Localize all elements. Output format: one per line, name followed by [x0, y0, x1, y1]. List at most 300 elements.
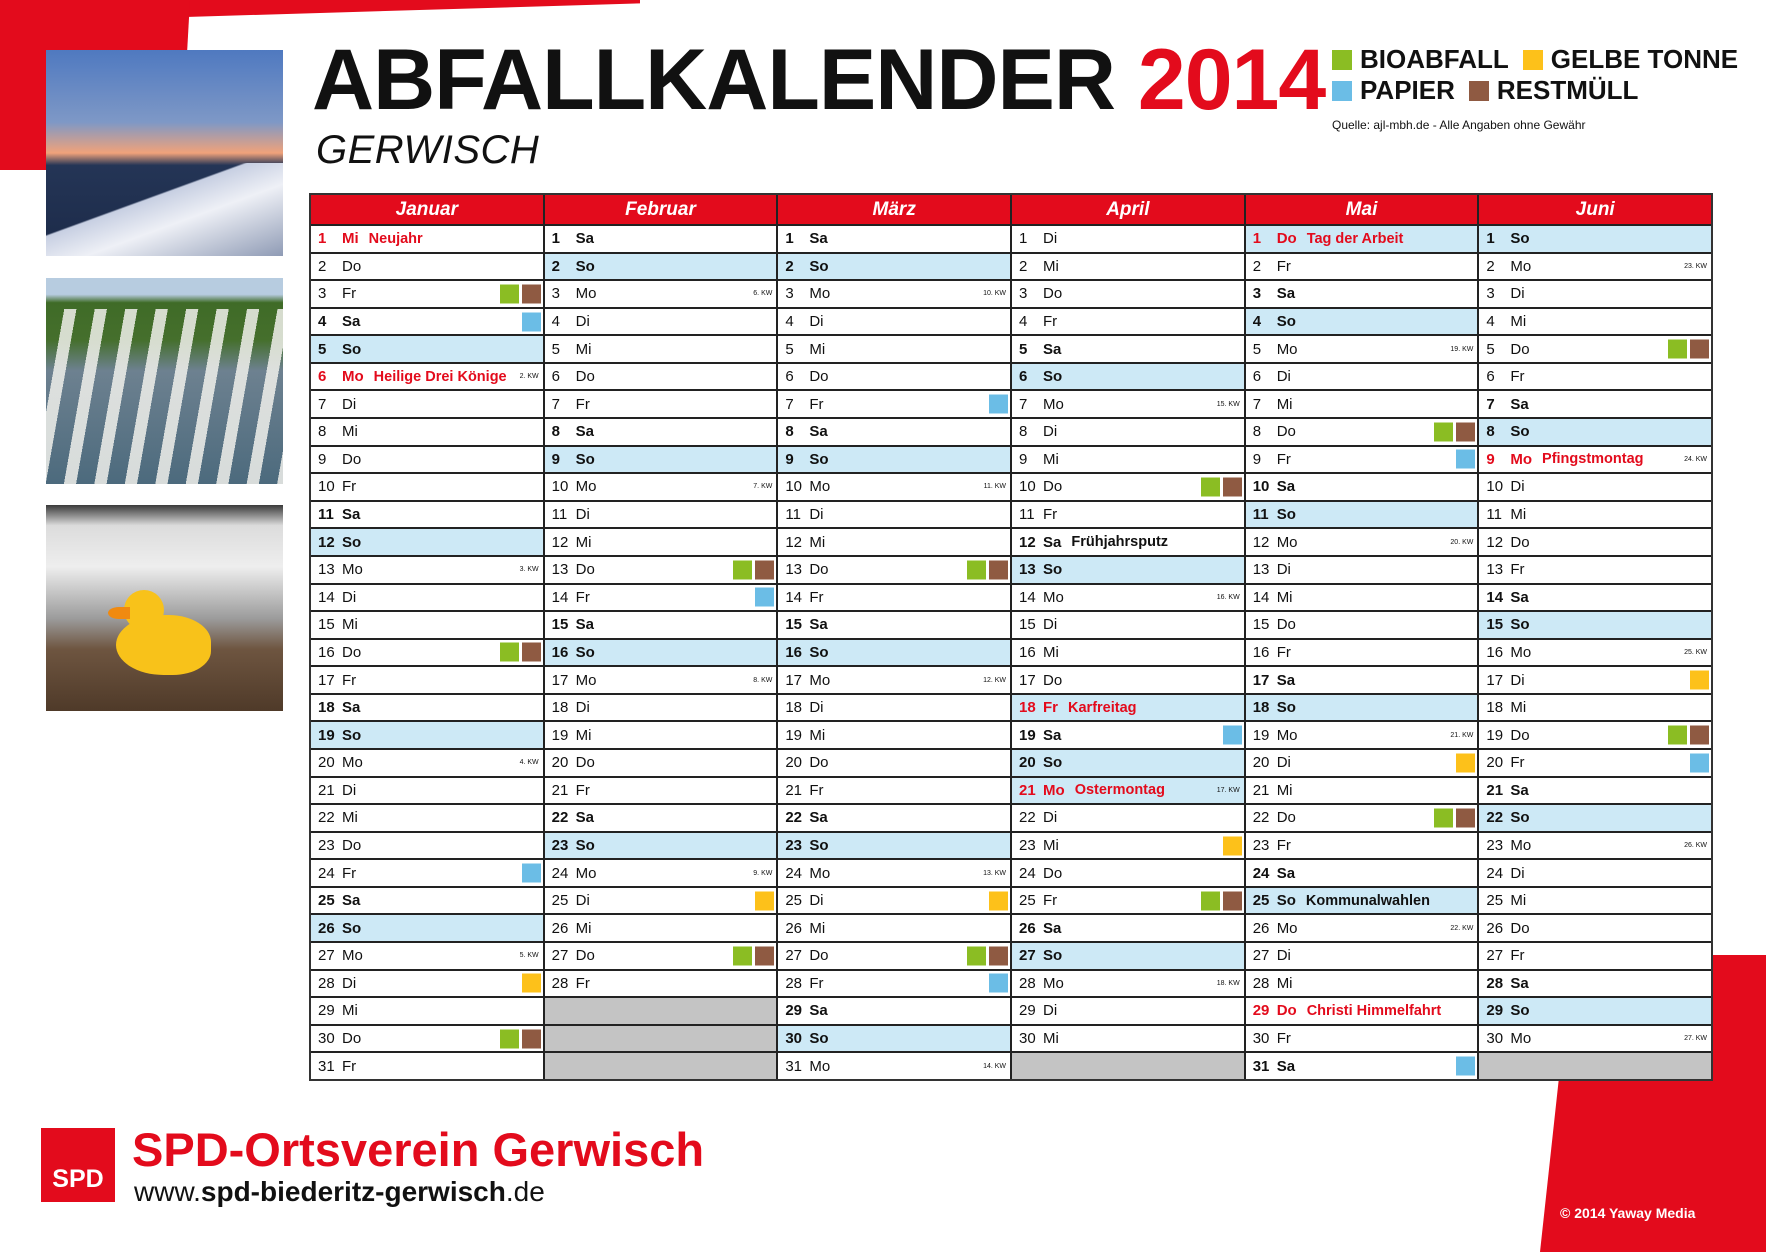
weekday: Mi: [1043, 837, 1059, 854]
day-row: [1479, 722, 1711, 750]
day-number: 3: [785, 285, 794, 303]
day-row: [1479, 888, 1711, 916]
page-subtitle: GERWISCH: [316, 128, 540, 172]
day-number: 8: [1252, 423, 1262, 441]
day-row: [1246, 336, 1478, 364]
day-number: 15: [318, 616, 335, 634]
bin-markers: [1456, 450, 1475, 469]
bio-bin-icon: [967, 560, 986, 579]
weekday: Mo: [1043, 588, 1064, 606]
weekday: Mo: [1510, 837, 1532, 854]
day-number: 28: [1486, 974, 1504, 992]
day-row: [311, 833, 543, 861]
weekday: Sa: [342, 892, 361, 910]
day-row: [545, 529, 777, 557]
bio-bin-icon: [1201, 891, 1220, 910]
weekday: Sa: [575, 230, 595, 248]
weekday: Fr: [1510, 754, 1525, 772]
day-row: [778, 722, 1010, 750]
day-row: [545, 888, 777, 916]
day-row: [778, 833, 1010, 861]
month-column: [311, 195, 545, 1079]
day-number: 25: [318, 892, 335, 910]
day-row: [778, 915, 1010, 943]
day-row: [778, 226, 1010, 254]
day-number: 21: [318, 781, 335, 799]
rest-bin-icon: [1223, 891, 1242, 910]
weekday: Sa: [809, 1002, 828, 1020]
day-row: [545, 612, 777, 640]
papier-swatch-icon: [1332, 81, 1352, 101]
day-row: [778, 281, 1010, 309]
week-number: 8. KW: [753, 676, 773, 684]
day-row: [311, 778, 543, 806]
weekday: Do: [1043, 285, 1063, 303]
day-row: [545, 364, 777, 392]
day-row: [545, 971, 777, 999]
day-number: 21: [785, 781, 803, 799]
gelb-bin-icon: [1223, 836, 1242, 855]
day-row: [778, 695, 1010, 723]
rest-bin-icon: [1690, 726, 1709, 745]
day-row: [778, 502, 1010, 530]
url-prefix: www.: [134, 1176, 201, 1207]
day-number: 6: [1252, 368, 1262, 386]
day-row: [1479, 778, 1711, 806]
weekday: Mi: [809, 533, 826, 551]
weekday: Fr: [1043, 506, 1058, 524]
day-row: [1479, 557, 1711, 585]
weekday: So: [575, 643, 595, 661]
papier-bin-icon: [989, 395, 1008, 414]
duck-head: [124, 590, 164, 630]
weekday: Mo: [342, 947, 363, 965]
weekday: Mi: [809, 340, 826, 358]
day-number: 4: [785, 313, 794, 331]
day-number: 22: [1019, 809, 1036, 827]
day-number: 3: [1486, 285, 1495, 303]
weekday: Di: [1276, 754, 1291, 772]
weekday: Fr: [1510, 947, 1525, 965]
day-note: Christi Himmelfahrt: [1306, 1002, 1442, 1019]
photo-sandbag-walls: [46, 278, 283, 484]
weekday: Di: [809, 699, 824, 717]
week-number: 26. KW: [1684, 842, 1708, 849]
day-number: 5: [785, 340, 794, 358]
bio-bin-icon: [1668, 726, 1687, 745]
gelb-bin-icon: [755, 891, 774, 910]
rest-bin-icon: [755, 946, 774, 965]
bin-markers: [1668, 340, 1709, 359]
day-row: [545, 447, 777, 475]
day-row: [778, 888, 1010, 916]
day-number: 23: [1019, 837, 1036, 854]
weekday: Fr: [1276, 837, 1291, 854]
gelb-bin-icon: [989, 891, 1008, 910]
day-number: 14: [785, 588, 803, 606]
weekday: Mi: [575, 919, 592, 937]
day-row: [1012, 529, 1244, 557]
weekday: Sa: [809, 230, 828, 248]
bin-markers: [755, 891, 774, 910]
day-number: 7: [551, 395, 561, 413]
bin-markers: [733, 946, 774, 965]
weekday: Di: [809, 506, 824, 524]
day-row: [1012, 364, 1244, 392]
day-number: 1: [1486, 230, 1495, 248]
weekday: Mi: [1510, 313, 1527, 331]
weekday: Do: [809, 754, 829, 772]
day-number: 12: [551, 533, 569, 551]
day-number: 8: [551, 423, 561, 441]
day-row: [778, 309, 1010, 337]
weekday: Mi: [342, 230, 359, 248]
day-row: [1012, 585, 1244, 613]
day-number: 26: [1252, 919, 1270, 937]
weekday: Fr: [342, 478, 357, 496]
weekday: Sa: [1043, 533, 1062, 551]
legend-item-papier: [1332, 75, 1455, 106]
day-row: [311, 943, 543, 971]
day-row: [545, 667, 777, 695]
weekday: So: [575, 257, 595, 275]
weekday: Mo: [342, 368, 364, 386]
weekday: Mo: [1510, 450, 1533, 468]
day-number: 26: [1019, 919, 1036, 937]
weekday: Di: [342, 588, 357, 606]
weekday: Sa: [1510, 974, 1529, 992]
day-note: Pfingstmontag: [1542, 451, 1644, 468]
day-number: 13: [1486, 561, 1504, 579]
day-row: [311, 419, 543, 447]
day-number: 20: [551, 754, 569, 772]
day-number: 1: [1019, 230, 1028, 248]
weekday: Mo: [1276, 919, 1298, 937]
day-row: [311, 722, 543, 750]
weekday: Mo: [1510, 257, 1532, 275]
day-number: 8: [1019, 423, 1028, 441]
weekday: Mo: [1276, 533, 1298, 551]
day-row: [311, 805, 543, 833]
bio-bin-icon: [500, 643, 519, 662]
day-row: [778, 529, 1010, 557]
bio-bin-icon: [1668, 340, 1687, 359]
weekday: Fr: [342, 285, 357, 303]
weekday: Mo: [575, 285, 597, 303]
week-number: 14. KW: [983, 1062, 1007, 1070]
day-row: [778, 447, 1010, 475]
day-row: [778, 778, 1010, 806]
weekday: Fr: [809, 588, 824, 606]
day-row: [1246, 281, 1478, 309]
day-row: [1012, 833, 1244, 861]
bio-bin-icon: [500, 1029, 519, 1048]
day-number: 26: [1486, 919, 1504, 937]
weekday: So: [342, 919, 362, 937]
day-row: [1012, 722, 1244, 750]
weekday: Fr: [1043, 313, 1058, 331]
weekday: Di: [575, 892, 590, 910]
day-number: 31: [785, 1057, 803, 1075]
day-number: 10: [551, 478, 569, 496]
day-number: 19: [785, 726, 803, 744]
day-number: 12: [785, 533, 803, 551]
day-row: [1246, 502, 1478, 530]
day-number: 2: [785, 257, 794, 275]
day-row: [778, 1026, 1010, 1054]
day-row: [1479, 998, 1711, 1026]
day-number: 28: [1019, 974, 1036, 992]
gelb-bin-icon: [522, 974, 541, 993]
weekday: Do: [809, 368, 829, 386]
day-number: 5: [318, 340, 327, 358]
weekday: Sa: [575, 809, 595, 827]
month-column: [1012, 195, 1246, 1079]
day-row: [778, 474, 1010, 502]
weekday: Fr: [1043, 699, 1059, 717]
day-row: [1012, 336, 1244, 364]
weekday: Di: [1276, 368, 1291, 386]
day-row: [1012, 1026, 1244, 1054]
day-row: [1012, 750, 1244, 778]
website-url[interactable]: [134, 1176, 545, 1208]
day-row: [1479, 419, 1711, 447]
day-row: [1246, 778, 1478, 806]
day-row: [311, 667, 543, 695]
weekday: Do: [342, 257, 362, 275]
papier-bin-icon: [1223, 726, 1242, 745]
day-number: 26: [551, 919, 569, 937]
day-number: 9: [785, 450, 794, 468]
day-row: [311, 364, 543, 392]
day-row: [1479, 391, 1711, 419]
day-number: 3: [1252, 285, 1262, 303]
day-row: [1479, 336, 1711, 364]
papier-bin-icon: [1456, 450, 1475, 469]
day-row: [1246, 971, 1478, 999]
day-row: [545, 778, 777, 806]
weekday: Do: [575, 368, 595, 386]
week-number: 9. KW: [753, 869, 773, 877]
weekday: Mo: [575, 478, 597, 496]
day-number: 24: [1486, 864, 1504, 882]
legend-label: PAPIER: [1360, 75, 1455, 105]
weekday: Mo: [809, 478, 831, 496]
bin-markers: [500, 1029, 541, 1048]
day-number: 24: [551, 864, 569, 882]
day-row: [311, 888, 543, 916]
copyright: © 2014 Yaway Media: [1560, 1205, 1696, 1221]
weekday: Do: [342, 643, 362, 661]
week-number: 11. KW: [983, 483, 1007, 491]
weekday: Di: [1043, 423, 1058, 441]
day-row: [1012, 971, 1244, 999]
day-row: [778, 1053, 1010, 1079]
day-row: [1012, 778, 1244, 806]
month-days: [1012, 226, 1244, 1079]
day-row: [1246, 640, 1478, 668]
day-number: 13: [1252, 561, 1270, 579]
day-row: [311, 915, 543, 943]
month-header: April: [1012, 195, 1244, 226]
org-name: SPD-Ortsverein Gerwisch: [132, 1123, 705, 1176]
month-days: [311, 226, 543, 1079]
weekday: Di: [1043, 1002, 1058, 1020]
weekday: Sa: [342, 699, 361, 717]
day-number: 24: [1252, 864, 1270, 882]
day-row: [1479, 971, 1711, 999]
day-row: [1479, 943, 1711, 971]
day-row: [545, 860, 777, 888]
day-note: Ostermontag: [1074, 782, 1165, 799]
weekday: Sa: [1276, 285, 1296, 303]
day-row: [1246, 805, 1478, 833]
url-suffix: .de: [505, 1176, 545, 1207]
bin-markers: [1690, 671, 1709, 690]
weekday: Fr: [1276, 643, 1291, 661]
weekday: Fr: [809, 781, 824, 799]
day-row: [1479, 281, 1711, 309]
day-row: [1479, 309, 1711, 337]
day-row: [545, 943, 777, 971]
weekday: Fr: [809, 974, 824, 992]
papier-bin-icon: [522, 312, 541, 331]
day-row: [311, 1026, 543, 1054]
day-row: [778, 612, 1010, 640]
weekday: So: [575, 450, 595, 468]
week-number: 6. KW: [753, 290, 773, 298]
day-row: [1246, 860, 1478, 888]
day-row: [1246, 557, 1478, 585]
day-number: 15: [551, 616, 569, 634]
weekday: Do: [809, 561, 829, 579]
day-row: [1246, 226, 1478, 254]
day-row: [1246, 833, 1478, 861]
day-number: 30: [318, 1030, 335, 1048]
legend-item-bio: [1332, 44, 1509, 75]
legend-row-1: [1332, 44, 1752, 75]
day-row: [778, 998, 1010, 1026]
day-row: [1479, 860, 1711, 888]
weekday: Do: [575, 947, 595, 965]
day-number: 5: [1019, 340, 1028, 358]
day-number: 17: [1019, 671, 1036, 689]
weekday: So: [342, 726, 362, 744]
weekday: Do: [1510, 340, 1530, 358]
day-number: 18: [1019, 699, 1036, 717]
day-row: [545, 750, 777, 778]
day-number: 13: [1019, 561, 1036, 579]
weekday: Mo: [575, 864, 597, 882]
weekday: So: [1276, 699, 1296, 717]
day-row: [1479, 226, 1711, 254]
day-row: [545, 474, 777, 502]
day-row: [1012, 915, 1244, 943]
day-row: [1246, 447, 1478, 475]
weekday: Di: [575, 506, 590, 524]
weekday: Mo: [809, 671, 831, 689]
weekday: Mi: [1043, 450, 1059, 468]
day-row: [1479, 640, 1711, 668]
legend-item-rest: [1469, 75, 1639, 106]
day-number: 26: [318, 919, 335, 937]
day-number: 11: [318, 506, 334, 524]
weekday: So: [1510, 230, 1530, 248]
weekday: Sa: [575, 423, 595, 441]
day-number: 6: [1019, 368, 1028, 386]
day-number: 6: [551, 368, 561, 386]
month-column: [545, 195, 779, 1079]
bin-markers: [967, 560, 1008, 579]
day-row: [1246, 695, 1478, 723]
weekday: Fr: [1510, 561, 1525, 579]
day-number: 7: [318, 395, 327, 413]
day-number: 9: [1486, 450, 1495, 468]
day-row: [778, 667, 1010, 695]
day-number: 29: [785, 1002, 803, 1020]
week-number: 16. KW: [1216, 593, 1240, 601]
gelb-bin-icon: [1456, 753, 1475, 772]
day-row: [311, 309, 543, 337]
weekday: Sa: [342, 506, 361, 524]
day-number: 18: [318, 699, 335, 717]
weekday: Mo: [809, 864, 831, 882]
day-number: 4: [318, 313, 327, 331]
day-row: [1479, 833, 1711, 861]
month-days: [1479, 226, 1711, 1079]
day-number: 25: [785, 892, 803, 910]
weekday: Fr: [575, 974, 590, 992]
day-number: 21: [1252, 781, 1270, 799]
day-number: 22: [1252, 809, 1270, 827]
day-number: 25: [1486, 892, 1504, 910]
weekday: Do: [1276, 1002, 1297, 1020]
day-number: 4: [1019, 313, 1028, 331]
day-row: [1246, 915, 1478, 943]
day-note: Kommunalwahlen: [1305, 892, 1430, 909]
week-number: 10. KW: [983, 290, 1007, 298]
weekday: So: [1510, 1002, 1530, 1020]
day-row: [1246, 254, 1478, 282]
weekday: Di: [809, 313, 824, 331]
weekday: Mo: [809, 285, 831, 303]
bin-markers: [1201, 477, 1242, 496]
day-number: 19: [318, 726, 335, 744]
day-row: [545, 915, 777, 943]
day-row: [778, 971, 1010, 999]
day-row: [1246, 585, 1478, 613]
weekday: Fr: [1276, 1030, 1291, 1048]
day-row: [311, 226, 543, 254]
gelb-swatch-icon: [1523, 50, 1543, 70]
weekday: Sa: [1276, 1057, 1296, 1075]
papier-bin-icon: [1456, 1057, 1475, 1076]
weekday: Sa: [1510, 588, 1529, 606]
month-days: [1246, 226, 1478, 1079]
day-number: 25: [1019, 892, 1036, 910]
papier-bin-icon: [1690, 753, 1709, 772]
rest-bin-icon: [522, 643, 541, 662]
day-row: [1479, 474, 1711, 502]
day-row: [778, 336, 1010, 364]
weekday: Do: [1276, 809, 1296, 827]
day-row: [1246, 474, 1478, 502]
day-row: [311, 281, 543, 309]
weekday: Mi: [1043, 1030, 1059, 1048]
day-number: 19: [551, 726, 569, 744]
day-row: [311, 529, 543, 557]
day-number: 17: [1486, 671, 1504, 689]
